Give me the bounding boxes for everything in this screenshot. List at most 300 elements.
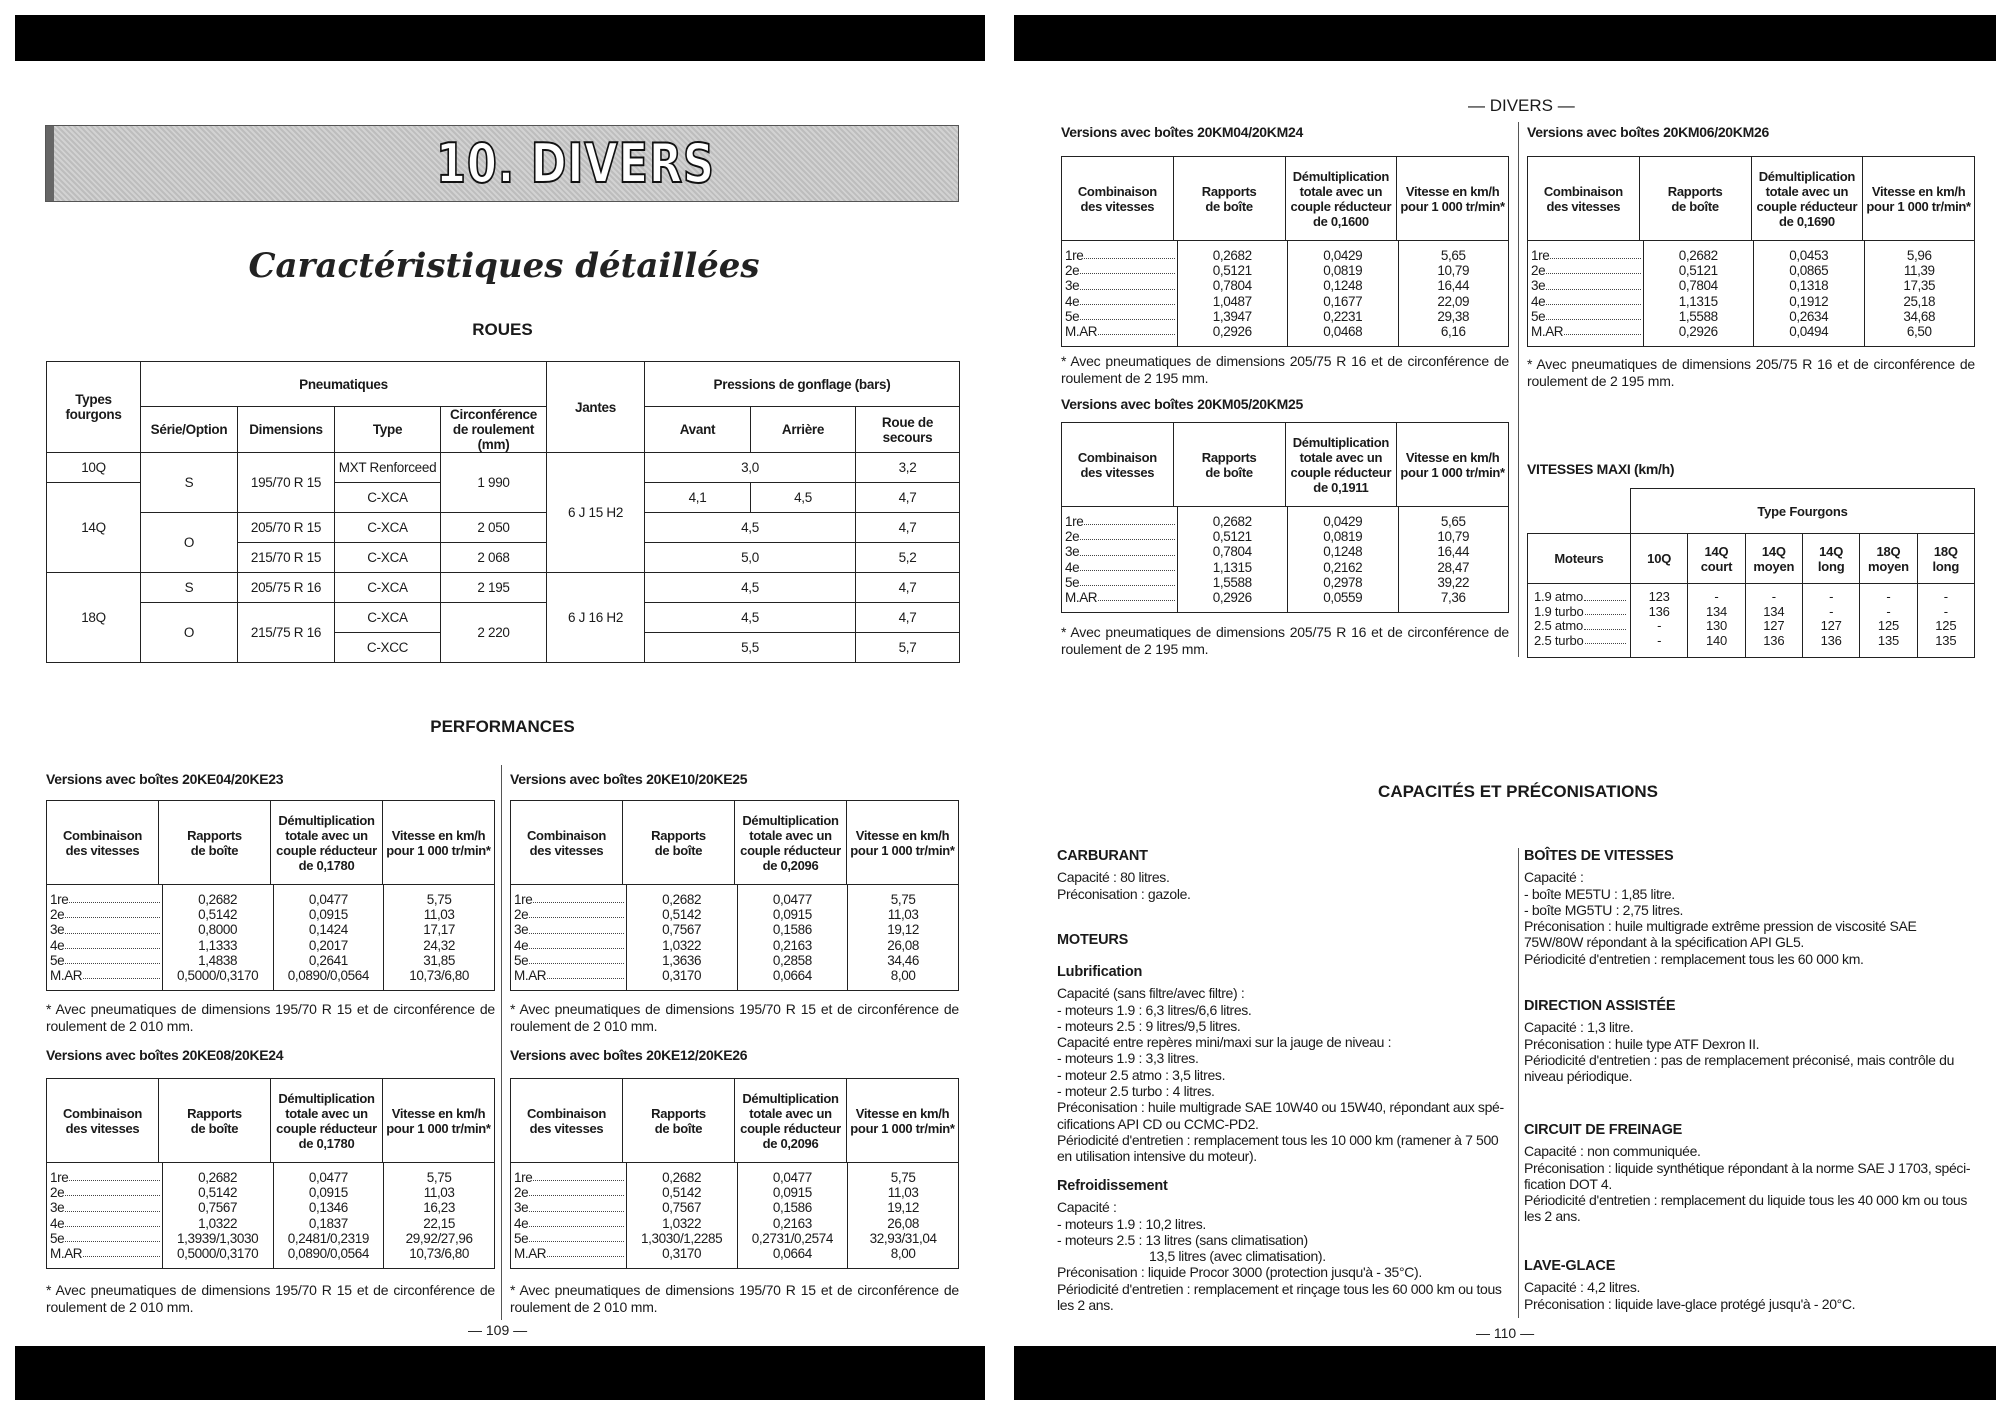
gear-label	[1531, 248, 1641, 263]
speed-value: 134	[1763, 603, 1785, 619]
cell: 195/70 R 15	[238, 453, 335, 513]
table-cell: 0,0477	[772, 892, 812, 907]
cell: 5,0	[645, 543, 856, 573]
table-cell: 0,2926	[1678, 324, 1718, 340]
gear-table-title: Versions avec boîtes 20KE10/20KE25	[510, 771, 748, 787]
dot-leader	[65, 1231, 160, 1242]
table-body	[1062, 241, 1508, 346]
dot-leader	[1546, 263, 1640, 274]
header-circonference: Circonférence de roulement (mm)	[441, 407, 547, 453]
moteur-name: 2.5 turbo	[1534, 632, 1584, 648]
table-cell: 0,5142	[662, 907, 702, 923]
gear-label-text: 1re	[50, 892, 69, 907]
gear-label-text: 2e	[50, 907, 65, 923]
speed-value: 134	[1705, 603, 1728, 619]
moteurs-column	[1528, 584, 1631, 658]
gear-label	[1065, 544, 1175, 559]
dot-leader	[1080, 560, 1174, 571]
table-cell: 0,5000/0,3170	[177, 968, 259, 984]
gear-label-text: 4e	[1065, 293, 1080, 309]
dot-leader	[1546, 278, 1640, 289]
cell: C-XCA	[335, 573, 441, 603]
speed-column	[1917, 584, 1974, 658]
speed-column	[1631, 584, 1688, 658]
table-cell: 0,1912	[1789, 293, 1829, 309]
gear-ratio-table	[46, 1078, 495, 1269]
speed-value: -	[1943, 589, 1948, 604]
table-cell: 5,96	[1906, 248, 1932, 263]
demul_values-column	[1753, 241, 1864, 346]
vitesses-maxi-table	[1527, 488, 1975, 658]
table-cell: 26,08	[887, 937, 920, 953]
speed-column	[1860, 584, 1917, 658]
gear-label-text: 4e	[50, 1215, 65, 1231]
vitesse-column	[847, 1163, 958, 1268]
cell: 10Q	[47, 453, 141, 483]
table-cell: 17,35	[1903, 278, 1936, 294]
table-cell: 5,65	[1440, 514, 1466, 529]
header-types: Types fourgons	[47, 362, 141, 453]
column-header: 14Q long	[1802, 534, 1859, 584]
table-cell: 32,93/31,04	[869, 1230, 937, 1246]
table-cell: 0,0865	[1789, 263, 1829, 279]
gear-ratio-table	[1527, 156, 1975, 347]
gear-label-text: 1re	[514, 892, 533, 907]
text-line: les 2 ans.	[1524, 1208, 1581, 1225]
cell: 1 990	[441, 453, 547, 513]
page-number: — 110 —	[1476, 1325, 1535, 1341]
speed-value: -	[1886, 603, 1891, 619]
header-rapports: Rapports de boîte	[158, 1079, 270, 1162]
footnote: * Avec pneumatiques de dimensions 205/75 R 16 et de circonférence de roulement de 2 195 mm.	[1061, 624, 1509, 657]
dot-leader	[547, 1246, 624, 1257]
dot-leader	[1080, 278, 1174, 289]
table-cell: 0,7567	[662, 922, 702, 938]
gear-label	[1531, 294, 1641, 309]
dot-leader	[547, 968, 624, 979]
speed-value: 127	[1820, 618, 1842, 633]
moteur-label	[1534, 634, 1626, 649]
table-cell: 0,2162	[1323, 559, 1363, 575]
text-line: Préconisation : huile multigrade extrême pression de viscosité SAE	[1524, 918, 1917, 935]
table-cell: 5,65	[1440, 248, 1466, 263]
header-jantes: Jantes	[547, 362, 645, 453]
text-line: - moteurs 1.9 : 10,2 litres.	[1057, 1215, 1206, 1232]
text-line: les 2 ans.	[1057, 1297, 1114, 1314]
gear-label-text: 4e	[1065, 559, 1080, 575]
text-line: Préconisation : huile type ATF Dexron II.	[1524, 1035, 1760, 1052]
speed-value: -	[1771, 589, 1776, 604]
speed-value: 125	[1935, 618, 1957, 633]
header-demultiplication: Démultiplication totale avec un couple réducteur de 0,1911	[1285, 423, 1397, 506]
table-cell: 1,5588	[1678, 308, 1718, 324]
table-cell: 1,5588	[1212, 574, 1252, 590]
text-line: Capacité :	[1057, 1199, 1117, 1216]
column-header: 14Q moyen	[1745, 534, 1802, 584]
text-line: Périodicité d'entretien : pas de remplacement préconisé, mais contrôle du	[1524, 1051, 1955, 1068]
gear-label	[514, 892, 624, 907]
gear-table-title: Versions avec boîtes 20KE08/20KE24	[46, 1047, 284, 1063]
bottom-bar-right	[1014, 1346, 1996, 1400]
table-cell: 0,2231	[1323, 308, 1363, 324]
table-cell: 0,0819	[1323, 529, 1363, 545]
table-cell: 1,1315	[1212, 559, 1252, 575]
dot-leader	[1564, 324, 1640, 335]
cell: 5,7	[856, 633, 960, 663]
table-header	[1528, 157, 1974, 241]
table-cell: 1,0487	[1212, 293, 1252, 309]
speed-value: -	[1657, 618, 1662, 633]
gear-label-text: 2e	[514, 1185, 529, 1201]
speed-value: 130	[1705, 618, 1728, 633]
table-cell: 0,2682	[662, 1170, 702, 1185]
table-cell: 29,92/27,96	[405, 1230, 473, 1246]
cell: 4,1	[645, 483, 751, 513]
gear-label	[50, 1216, 160, 1231]
text-line: Préconisation : liquide lave-glace protégé jusqu'à - 20°C.	[1524, 1295, 1856, 1312]
dot-leader	[1080, 309, 1174, 320]
vitesses-maxi-title: VITESSES MAXI (km/h)	[1527, 461, 1675, 477]
table-cell: 11,03	[887, 907, 919, 923]
vitesse-column	[383, 1163, 494, 1268]
page-number: — 109 —	[468, 1322, 528, 1338]
cell: 3,0	[645, 453, 856, 483]
table-cell: 0,2634	[1789, 308, 1829, 324]
table-cell: 0,7567	[198, 1200, 238, 1216]
demul_values-column	[737, 1163, 848, 1268]
gear-table-title: Versions avec boîtes 20KE04/20KE23	[46, 771, 284, 787]
text-line: Capacité :	[1524, 869, 1584, 886]
table-cell: 39,22	[1437, 574, 1470, 590]
gear-label	[50, 968, 160, 983]
header-secours: Roue de secours	[856, 407, 960, 453]
gear-ratio-table	[1061, 422, 1509, 613]
speed-column	[1802, 584, 1859, 658]
gear-label	[50, 953, 160, 968]
dot-leader	[533, 1170, 623, 1181]
gear-label	[1065, 248, 1175, 263]
table-cell: 5,75	[426, 1170, 452, 1185]
gear-label-text: 2e	[1065, 263, 1080, 279]
roues-table	[46, 361, 960, 663]
table-cell: 16,44	[1437, 278, 1470, 294]
cell: 205/70 R 15	[238, 513, 335, 543]
dot-leader	[1585, 605, 1626, 616]
section-heading: DIRECTION ASSISTÉE	[1524, 998, 1676, 1014]
table-cell: 8,00	[890, 1246, 916, 1262]
header-combinaison: Combinaison des vitesses	[526, 1105, 607, 1136]
performances-title: PERFORMANCES	[430, 717, 575, 736]
footnote: * Avec pneumatiques de dimensions 195/70 R 15 et de circonférence de roulement de 2 010 mm.	[510, 1282, 959, 1315]
footnote: * Avec pneumatiques de dimensions 195/70 R 15 et de circonférence de roulement de 2 010 mm.	[510, 1001, 959, 1034]
rapports-column	[1643, 241, 1754, 346]
speed-value: 135	[1935, 632, 1957, 648]
gear-label-text: M.AR	[50, 1246, 83, 1262]
table-cell: 0,0890/0,0564	[287, 968, 369, 984]
gear-label	[50, 1170, 160, 1185]
table-cell: 1,4838	[198, 952, 238, 968]
gear-labels-column	[1062, 241, 1177, 346]
section-heading: BOÎTES DE VITESSES	[1524, 848, 1674, 864]
gear-labels-column	[1062, 507, 1177, 612]
section-header: — DIVERS —	[1468, 96, 1575, 115]
gear-label	[514, 1185, 624, 1200]
header-type: Type	[335, 407, 441, 453]
table-cell: 1,0322	[662, 937, 702, 953]
gear-label	[50, 1200, 160, 1215]
dot-leader	[1084, 514, 1174, 525]
text-line: 13,5 litres (avec climatisation).	[1057, 1248, 1326, 1265]
table-cell: 0,1586	[772, 1200, 812, 1216]
footnote: * Avec pneumatiques de dimensions 205/75 R 16 et de circonférence de roulement de 2 195 mm.	[1527, 356, 1975, 389]
rapports-column	[626, 1163, 737, 1268]
table-cell: 28,47	[1437, 559, 1470, 575]
cell: 3,2	[856, 453, 960, 483]
gear-label-text: 3e	[514, 922, 529, 938]
speed-column	[1688, 584, 1745, 658]
table-cell: 0,0819	[1323, 263, 1363, 279]
table-cell: 0,1248	[1323, 544, 1363, 560]
table-cell: 0,0453	[1789, 248, 1829, 263]
gear-label-text: M.AR	[1065, 590, 1098, 606]
gear-label	[514, 922, 624, 937]
header-combinaison: Combinaison des vitesses	[62, 1105, 143, 1136]
speed-value: -	[1829, 589, 1834, 604]
table-header	[47, 801, 494, 885]
table-cell: 10,79	[1437, 263, 1470, 279]
table-cell: 0,1248	[1323, 278, 1363, 294]
text-line: - moteurs 2.5 : 13 litres (sans climatisation)	[1057, 1231, 1308, 1248]
cell: 5,2	[856, 543, 960, 573]
gear-label-text: M.AR	[50, 968, 83, 984]
cell: C-XCA	[335, 483, 441, 513]
gear-label-text: 3e	[50, 922, 65, 938]
cell: O	[141, 603, 238, 663]
header-demultiplication: Démultiplication totale avec un couple réducteur de 0,1690	[1751, 157, 1863, 240]
table-cell: 31,85	[423, 952, 456, 968]
gear-label-text: 5e	[50, 1230, 65, 1246]
cell: S	[141, 453, 238, 513]
dot-leader	[65, 1216, 160, 1227]
table-cell: 0,1424	[308, 922, 348, 938]
gear-label	[514, 968, 624, 983]
speed-column	[1745, 584, 1802, 658]
gear-label-text: 1re	[1065, 514, 1084, 529]
table-cell: 0,1677	[1323, 293, 1363, 309]
dot-leader	[65, 1185, 160, 1196]
capacity-section	[1057, 932, 1507, 953]
section-heading: CIRCUIT DE FREINAGE	[1524, 1122, 1683, 1138]
table-cell: 25,18	[1903, 293, 1936, 309]
cell: 215/75 R 16	[238, 603, 335, 663]
gear-label	[50, 907, 160, 922]
speed-value: 140	[1705, 632, 1728, 648]
cell: C-XCA	[335, 513, 441, 543]
gear-label-text: 3e	[1065, 544, 1080, 560]
header-vitesse: Vitesse en km/h pour 1 000 tr/min*	[846, 1079, 958, 1162]
gear-labels-column	[1528, 241, 1643, 346]
gear-labels-column	[47, 1163, 162, 1268]
section-heading: Refroidissement	[1057, 1178, 1168, 1194]
table-cell: 0,0915	[772, 907, 812, 923]
text-line: Périodicité d'entretien : remplacement tous les 60 000 km.	[1524, 950, 1864, 967]
table-cell: 0,5121	[1212, 263, 1252, 279]
gear-label	[514, 1200, 624, 1215]
vitesse-column	[847, 885, 958, 990]
speed-value: 136	[1648, 603, 1670, 619]
table-cell: 0,2017	[308, 937, 348, 953]
gear-label-text: M.AR	[1531, 324, 1564, 340]
moteur-name: 1.9 atmo	[1534, 589, 1583, 604]
header-vitesse: Vitesse en km/h pour 1 000 tr/min*	[1396, 157, 1508, 240]
text-line: - moteurs 2.5 : 9 litres/9,5 litres.	[1057, 1017, 1241, 1034]
table-header	[1062, 157, 1508, 241]
gear-label-text: 3e	[514, 1200, 529, 1216]
header-moteurs: Moteurs	[1528, 534, 1631, 584]
gear-ratio-table	[1061, 156, 1509, 347]
rapports-column	[1177, 507, 1288, 612]
table-cell: 11,03	[423, 907, 455, 923]
table-cell: 0,2682	[662, 892, 702, 907]
gear-label-text: 2e	[50, 1185, 65, 1201]
table-cell: 0,5142	[662, 1185, 702, 1201]
table-cell: 0,7804	[1212, 278, 1252, 294]
table-cell: 29,38	[1437, 308, 1470, 324]
gear-label-text: 3e	[1531, 278, 1546, 294]
text-line: cifications API CD ou CCMC-PD2.	[1057, 1115, 1259, 1132]
column-divider	[501, 765, 502, 1320]
cell: 2 220	[441, 603, 547, 663]
gear-label-text: M.AR	[514, 968, 547, 984]
header-combinaison: Combinaison des vitesses	[526, 827, 607, 858]
gear-label	[1065, 309, 1175, 324]
dot-leader	[529, 1185, 624, 1196]
cell: 205/75 R 16	[238, 573, 335, 603]
text-line: - moteurs 1.9 : 6,3 litres/6,6 litres.	[1057, 1001, 1252, 1018]
cell: 4,5	[645, 573, 856, 603]
header-rapports: Rapports de boîte	[1173, 157, 1285, 240]
header-demultiplication: Démultiplication totale avec un couple réducteur de 0,1600	[1285, 157, 1397, 240]
table-cell: 6,16	[1440, 324, 1466, 340]
table-body	[47, 1163, 494, 1268]
table-cell: 0,0429	[1323, 248, 1363, 263]
table-body	[47, 885, 494, 990]
gear-label	[1065, 560, 1175, 575]
table-cell: 0,2481/0,2319	[287, 1230, 369, 1246]
header-rapports: Rapports de boîte	[1639, 157, 1751, 240]
table-cell: 0,0915	[308, 1185, 348, 1201]
table-cell: 0,0477	[308, 1170, 348, 1185]
demul_values-column	[273, 885, 384, 990]
speed-value: -	[1829, 603, 1834, 619]
demul_values-column	[273, 1163, 384, 1268]
gear-label-text: 2e	[514, 907, 529, 923]
rapports-column	[162, 885, 273, 990]
table-header	[511, 1079, 958, 1163]
text-line: 75W/80W répondant à la spécification API GL5.	[1524, 934, 1804, 951]
section-heading: Lubrification	[1057, 964, 1143, 980]
speed-value: -	[1714, 589, 1719, 604]
gear-label	[1531, 309, 1641, 324]
table-cell: 0,2682	[198, 1170, 238, 1185]
dot-leader	[1080, 263, 1174, 274]
top-bar-left	[15, 15, 985, 61]
dot-leader	[1080, 575, 1174, 586]
column-header: 14Q court	[1688, 534, 1745, 584]
gear-label	[1065, 514, 1175, 529]
section-heading: MOTEURS	[1057, 932, 1129, 948]
gear-label-text: 2e	[1065, 529, 1080, 545]
table-cell: 17,17	[423, 922, 456, 938]
table-cell: 0,0915	[772, 1185, 812, 1201]
header-dimensions: Dimensions	[238, 407, 335, 453]
header-rapports: Rapports de boîte	[622, 801, 734, 884]
footnote: * Avec pneumatiques de dimensions 205/75 R 16 et de circonférence de roulement de 2 195 mm.	[1061, 353, 1509, 386]
table-cell: 10,73/6,80	[409, 1246, 470, 1262]
dot-leader	[65, 907, 160, 918]
gear-table-title: Versions avec boîtes 20KM05/20KM25	[1061, 396, 1303, 412]
cell: 4,5	[645, 513, 856, 543]
header-vitesse: Vitesse en km/h pour 1 000 tr/min*	[846, 801, 958, 884]
text-line: Capacité : 4,2 litres.	[1524, 1279, 1641, 1296]
table-cell: 0,0494	[1789, 324, 1829, 340]
table-row	[47, 453, 960, 483]
table-cell: 0,0468	[1323, 324, 1363, 340]
capacites-title: CAPACITÉS ET PRÉCONISATIONS	[1378, 782, 1658, 801]
gear-table-title: Versions avec boîtes 20KM06/20KM26	[1527, 124, 1769, 140]
header-demultiplication: Démultiplication totale avec un couple réducteur de 0,2096	[734, 1079, 846, 1162]
rapports-column	[626, 885, 737, 990]
rapports-column	[1177, 241, 1288, 346]
header-demultiplication: Démultiplication totale avec un couple réducteur de 0,1780	[270, 1079, 382, 1162]
column-divider	[1518, 122, 1519, 657]
dot-leader	[69, 1170, 159, 1181]
gear-label	[1065, 590, 1175, 605]
text-line: - boîte MG5TU : 2,75 litres.	[1524, 901, 1684, 918]
cell: C-XCA	[335, 603, 441, 633]
gear-label-text: 5e	[1065, 574, 1080, 590]
gear-label-text: 5e	[1065, 308, 1080, 324]
table-cell: 1,1333	[198, 937, 238, 953]
table-cell: 10,79	[1437, 529, 1470, 545]
table-row	[47, 603, 960, 633]
table-cell: 0,2858	[772, 952, 812, 968]
gear-label	[1065, 575, 1175, 590]
gear-label	[514, 953, 624, 968]
speed-value: -	[1943, 603, 1948, 619]
gear-label-text: 4e	[514, 1215, 529, 1231]
table-cell: 6,50	[1906, 324, 1932, 340]
table-cell: 26,08	[887, 1215, 920, 1231]
dot-leader	[1584, 619, 1626, 630]
demul_values-column	[1287, 507, 1398, 612]
table-cell: 0,2926	[1212, 324, 1252, 340]
gear-label	[514, 1246, 624, 1261]
gear-table-title: Versions avec boîtes 20KM04/20KM24	[1061, 124, 1303, 140]
dot-leader	[529, 953, 624, 964]
table-cell: 0,5142	[198, 1185, 238, 1201]
text-line: - moteur 2.5 atmo : 3,5 litres.	[1057, 1066, 1226, 1083]
table-cell: 1,3947	[1212, 308, 1252, 324]
header-avant: Avant	[645, 407, 751, 453]
text-line: niveau périodique.	[1524, 1068, 1633, 1085]
dot-leader	[1584, 590, 1626, 601]
gear-label	[1065, 324, 1175, 339]
cell: 4,5	[645, 603, 856, 633]
dot-leader	[1080, 294, 1174, 305]
speed-value: 136	[1820, 632, 1842, 648]
column-divider	[1518, 848, 1519, 1318]
